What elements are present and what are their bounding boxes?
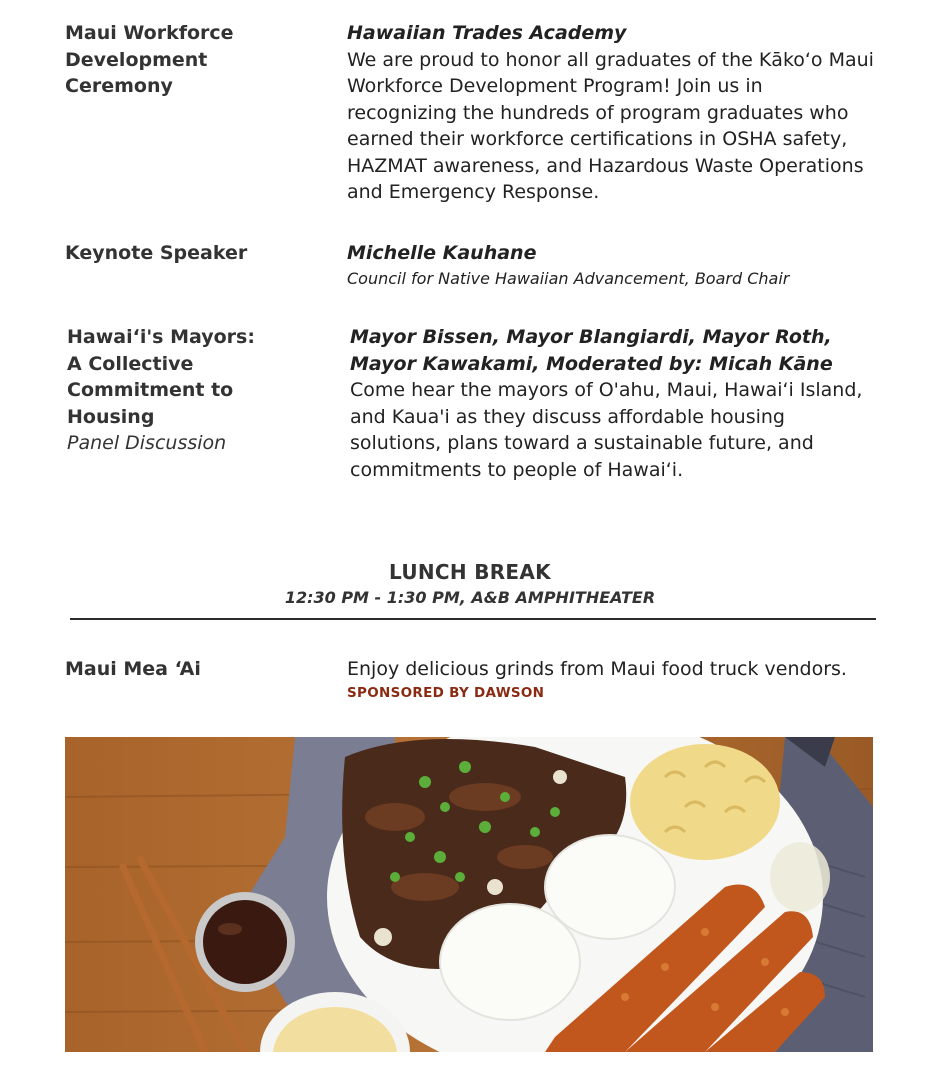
session-heading: Mayor Bissen, Mayor Blangiardi, Mayor Roth, Mayor Kawakami, Moderated by: Micah Kāne — [350, 326, 833, 375]
session-body: We are proud to honor all graduates of the Kākoʻo Maui Workforce Development Program! Join us in recognizing the hundreds of program graduates who earned their workforce certifications in OSHA safety, HAZMAT awareness, and Hazardous Waste Operations and Emergency Response. — [347, 48, 874, 203]
food-plate-photo — [65, 737, 873, 1052]
lunch-break-title: LUNCH BREAK — [389, 560, 551, 584]
session-label: Keynote Speaker — [65, 242, 248, 264]
lunch-break-time: 12:30 PM - 1:30 PM, A&B AMPHITHEATER — [284, 588, 656, 607]
speaker-name: Michelle Kauhane — [347, 242, 537, 264]
session-body: Enjoy delicious grinds from Maui food truck vendors. — [347, 658, 847, 680]
session-description — [347, 240, 877, 291]
session-description — [347, 20, 877, 206]
rice-scoop — [440, 904, 580, 1020]
speaker-role: Council for Native Hawaiian Advancement, Board Chair — [347, 268, 790, 288]
session-body: Come hear the mayors of O'ahu, Maui, Hawaiʻi Island, and Kaua'i as they discuss affordable housing solutions, plans toward a sustainable future, and commitments to people of Hawaiʻi. — [350, 379, 863, 481]
session-heading: Hawaiian Trades Academy — [347, 22, 627, 44]
session-label: Maui Mea ʻAi — [65, 658, 201, 680]
session-label: Maui Workforce Development Ceremony — [65, 22, 234, 97]
session-description — [347, 656, 877, 703]
session-label-text: Hawaiʻi's Mayors: A Collective Commitment to Housing — [67, 326, 255, 428]
session-description — [350, 324, 880, 483]
section-divider — [70, 618, 876, 620]
session-label — [67, 324, 267, 457]
macaroni-salad — [630, 744, 780, 860]
sponsor-credit: SPONSORED BY DAWSON — [347, 684, 545, 701]
session-sublabel: Panel Discussion — [67, 432, 227, 454]
rice-scoop — [545, 835, 675, 939]
